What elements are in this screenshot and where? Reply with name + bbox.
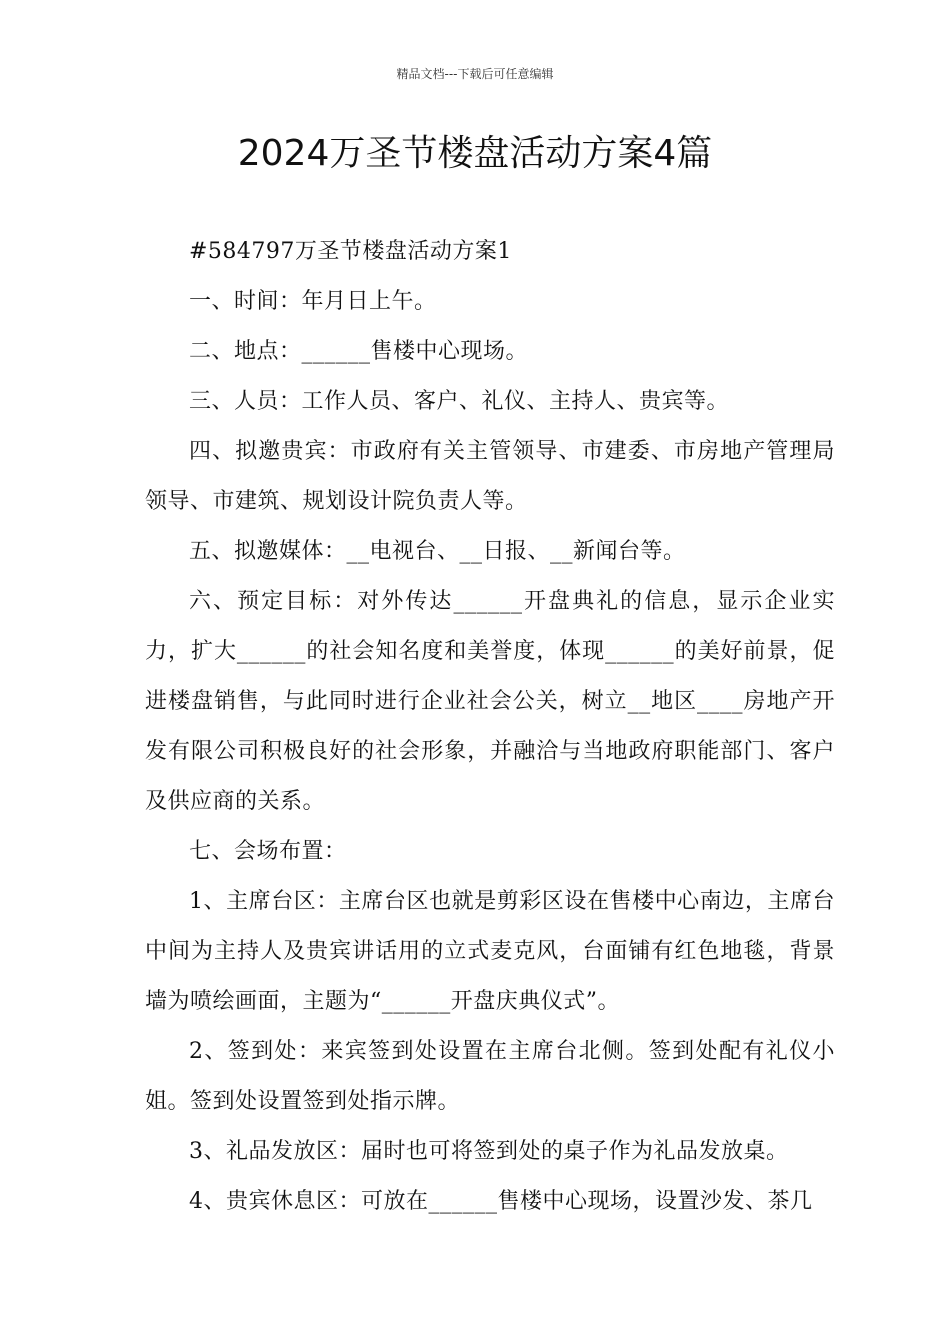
paragraph-personnel: 三、人员：工作人员、客户、礼仪、主持人、贵宾等。: [189, 389, 730, 414]
paragraph-time: 一、时间：年月日上午。: [189, 289, 437, 314]
document-title: 2024万圣节楼盘活动方案4篇: [237, 133, 713, 174]
paragraph-invited-media: 五、拟邀媒体：__电视台、__日报、__新闻台等。: [189, 539, 686, 564]
paragraph-vip-lounge: 4、贵宾休息区：可放在______售楼中心现场，设置沙发、茶几: [189, 1189, 813, 1214]
paragraph-section-heading: #584797万圣节楼盘活动方案1: [189, 239, 512, 264]
paragraph-objectives: 六、预定目标：对外传达______开盘典礼的信息，显示企业实力，扩大______的社会知名度和美誉度，体现______的美好前景，促进楼盘销售，与此同时进行企业社会公关，树立__地区____房地产开发有限公司积极良好的社会形象，并融洽与当地政府职能部门、客户及供应商的关系。: [145, 589, 835, 814]
paragraph-sign-in: 2、签到处：来宾签到处设置在主席台北侧。签到处配有礼仪小姐。签到处设置签到处指示牌。: [145, 1039, 835, 1114]
paragraph-venue-layout: 七、会场布置：: [189, 839, 347, 864]
paragraph-location: 二、地点：______售楼中心现场。: [189, 339, 529, 364]
paragraph-invited-guests: 四、拟邀贵宾：市政府有关主管领导、市建委、市房地产管理局领导、市建筑、规划设计院负责人等。: [145, 439, 835, 514]
document-body: [145, 227, 835, 1227]
paragraph-gift-area: 3、礼品发放区：届时也可将签到处的桌子作为礼品发放桌。: [189, 1139, 789, 1164]
paragraph-stage-area: 1、主席台区：主席台区也就是剪彩区设在售楼中心南边，主席台中间为主持人及贵宾讲话用的立式麦克风，台面铺有红色地毯，背景墙为喷绘画面，主题为“______开盘庆典仪式”。: [145, 889, 835, 1014]
header-note: 精品文档---下载后可任意编辑: [396, 67, 554, 81]
